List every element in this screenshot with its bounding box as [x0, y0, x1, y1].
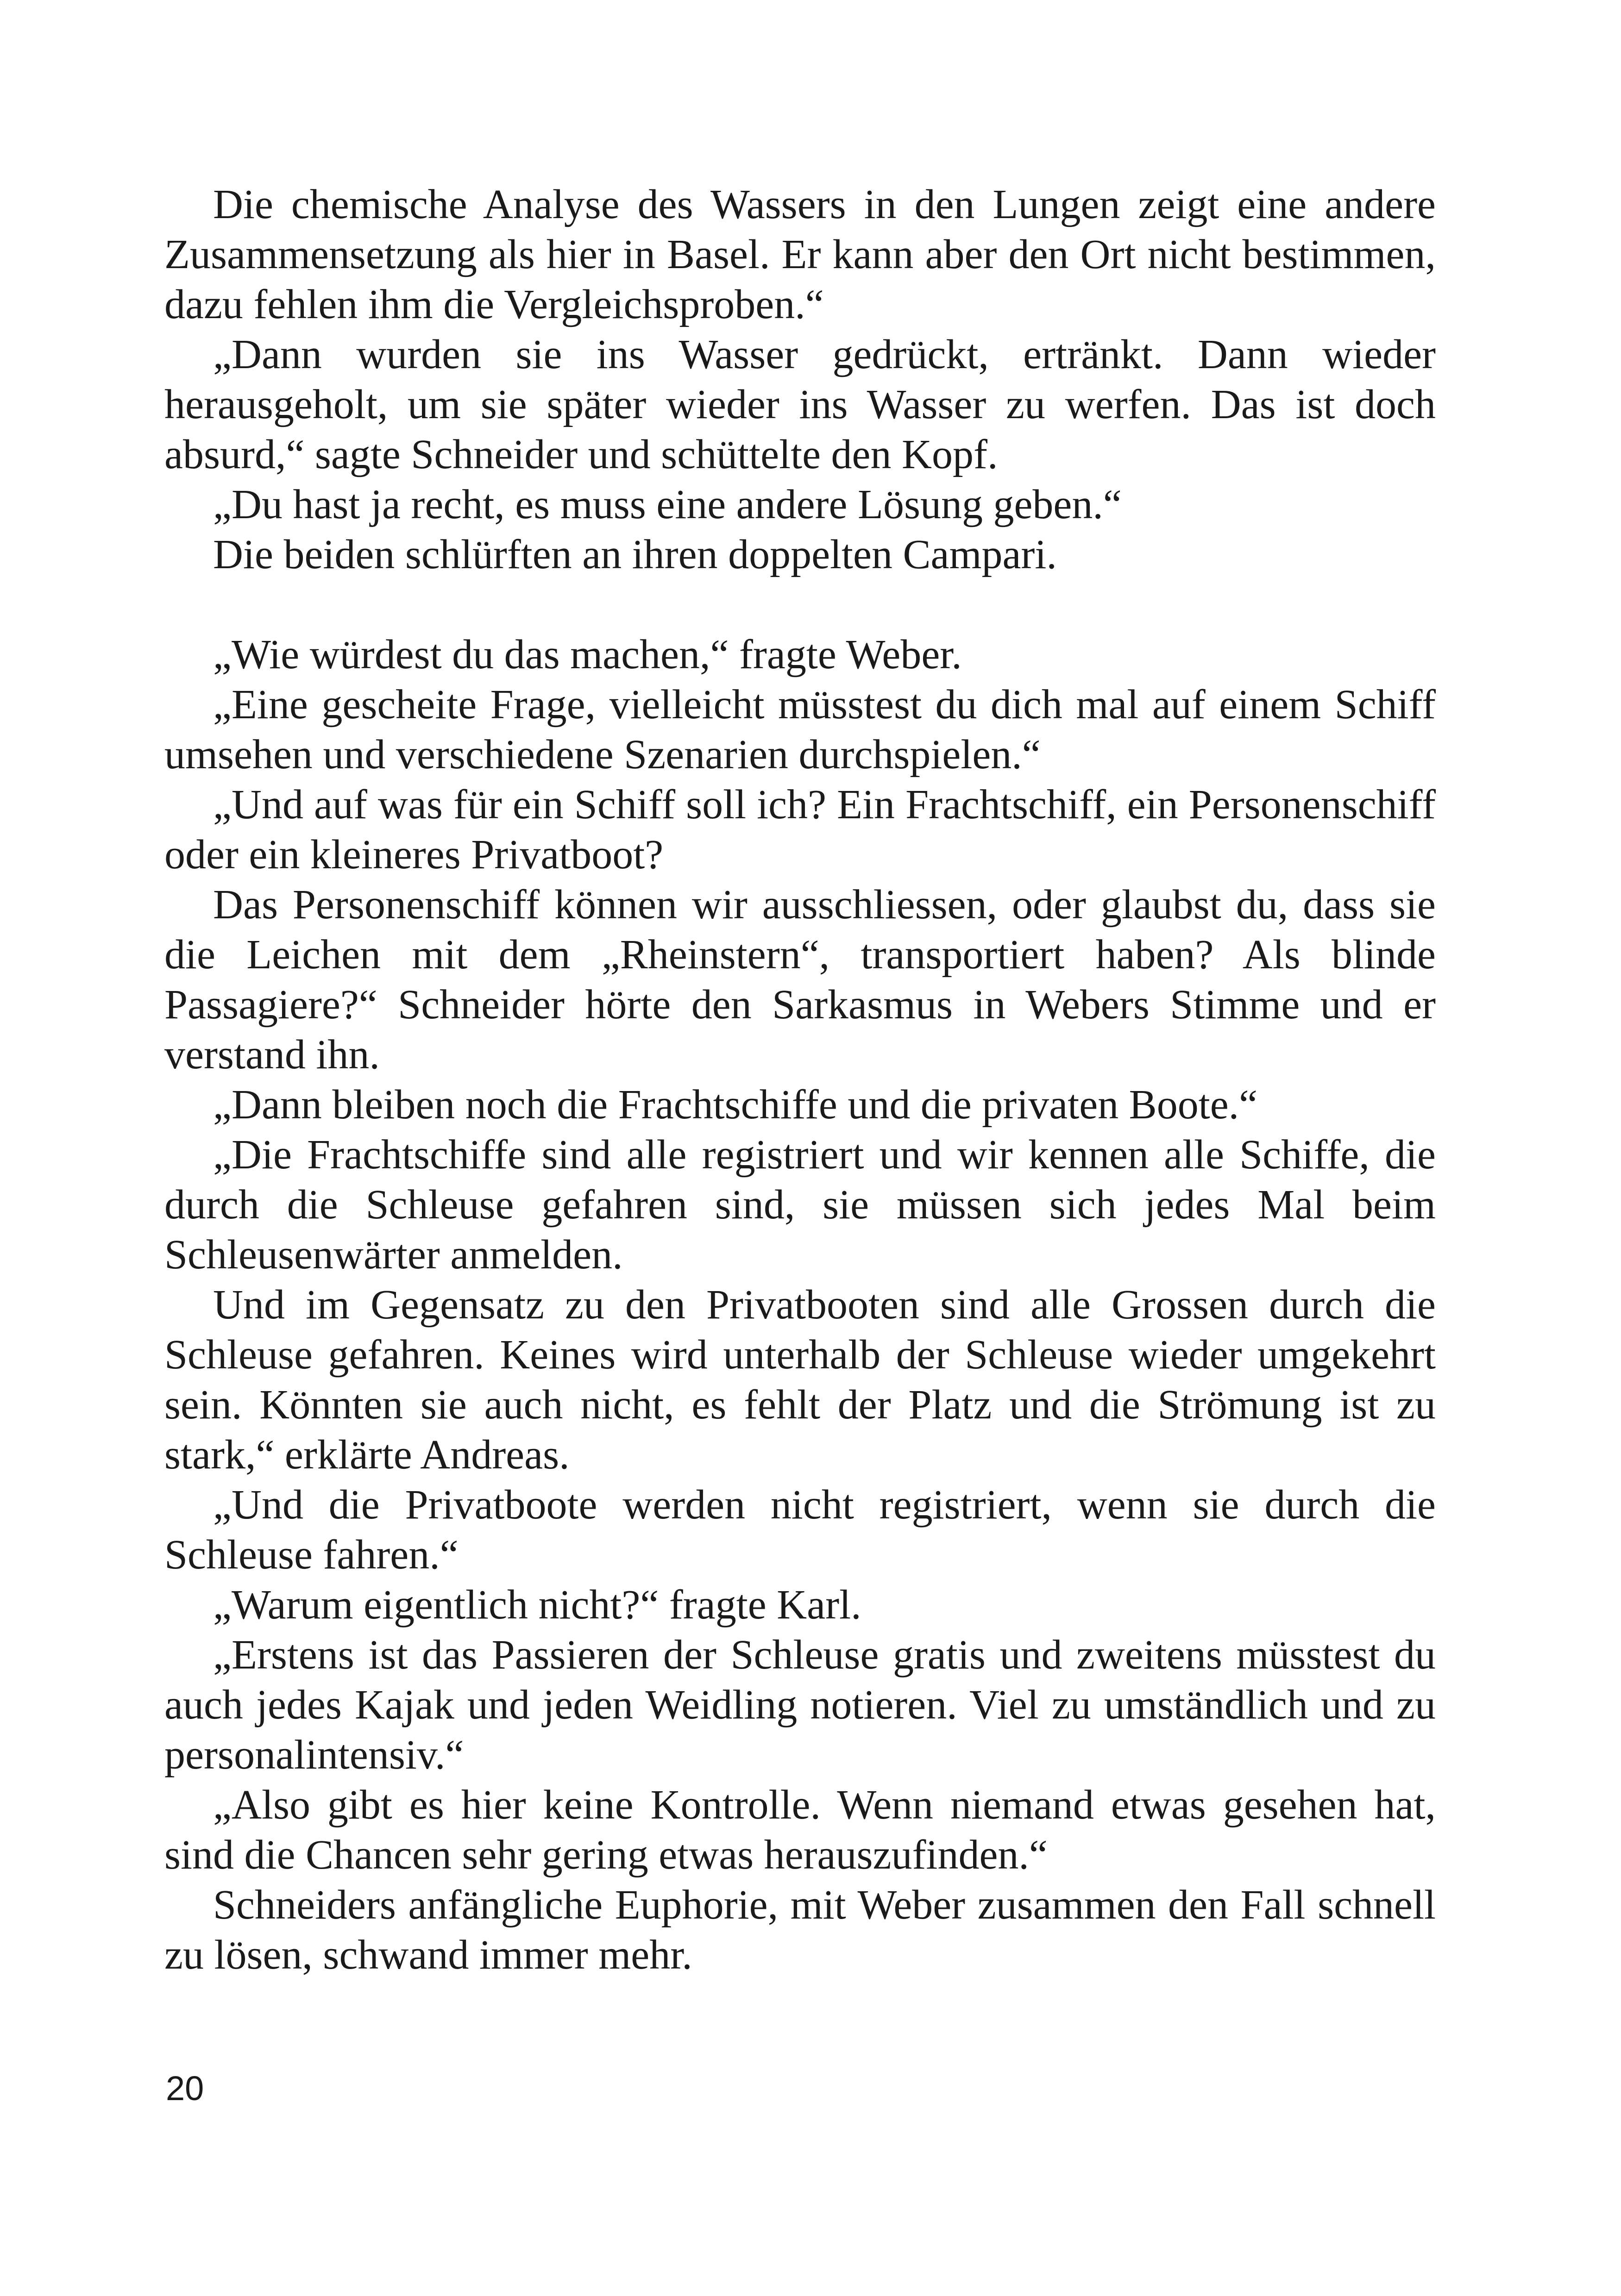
paragraph: „Die Frachtschiffe sind alle registriert und wir kennen alle Schiffe, die durch die Schleuse gefahren sind, sie müssen sich jedes Mal beim Schleusenwärter anmelden. — [164, 1132, 1436, 1278]
paragraph: Die chemische Analyse des Wassers in den Lungen zeigt eine andere Zusammensetzung als hier in Basel. Er kann aber den Ort nicht bestimmen, dazu fehlen ihm die Vergleichsproben.“ — [164, 182, 1436, 327]
paragraph: „Erstens ist das Passieren der Schleuse gratis und zweitens müsstest du auch jedes Kajak und jeden Weidling notieren. Viel zu umständlich und zu personalintensiv.“ — [164, 1632, 1436, 1778]
section-break — [164, 580, 1436, 630]
paragraph: „Wie würdest du das machen,“ fragte Weber. — [213, 632, 962, 678]
paragraph: „Also gibt es hier keine Kontrolle. Wenn niemand etwas gesehen hat, sind die Chancen sehr gering etwas herauszufinden.“ — [164, 1782, 1436, 1878]
paragraph: „Und auf was für ein Schiff soll ich? Ein Frachtschiff, ein Personenschiff oder ein kleineres Privatboot? — [164, 782, 1436, 878]
paragraph: „Du hast ja recht, es muss eine andere Lösung geben.“ — [213, 482, 1122, 527]
paragraph: „Dann bleiben noch die Frachtschiffe und die privaten Boote.“ — [213, 1082, 1258, 1128]
paragraph: Die beiden schlürften an ihren doppelten Campari. — [213, 532, 1057, 577]
body-text — [164, 180, 1436, 1980]
paragraph: Und im Gegensatz zu den Privatbooten sind alle Grossen durch die Schleuse gefahren. Keines wird unterhalb der Schleuse wieder umgekehrt sein. Könnten sie auch nicht, es fehlt der Platz und die Strömung ist zu stark,“ erklärte Andreas. — [164, 1282, 1436, 1478]
page-number: 20 — [166, 2069, 204, 2108]
paragraph: Schneiders anfängliche Euphorie, mit Weber zusammen den Fall schnell zu lösen, schwand immer mehr. — [164, 1882, 1436, 1978]
paragraph: „Warum eigentlich nicht?“ fragte Karl. — [213, 1582, 861, 1628]
paragraph: „Und die Privatboote werden nicht registriert, wenn sie durch die Schleuse fahren.“ — [164, 1482, 1436, 1578]
paragraph: „Eine gescheite Frage, vielleicht müsstest du dich mal auf einem Schiff umsehen und verschiedene Szenarien durchspielen.“ — [164, 682, 1436, 778]
paragraph: Das Personenschiff können wir ausschliessen, oder glaubst du, dass sie die Leichen mit dem „Rheinstern“, transportiert haben? Als blinde Passagiere?“ Schneider hörte den Sarkasmus in Webers Stimme und er verstand ihn. — [164, 882, 1436, 1078]
paragraph: „Dann wurden sie ins Wasser gedrückt, ertränkt. Dann wieder herausgeholt, um sie später wieder ins Wasser zu werfen. Das ist doch absurd,“ sagte Schneider und schüttelte den Kopf. — [164, 332, 1436, 477]
